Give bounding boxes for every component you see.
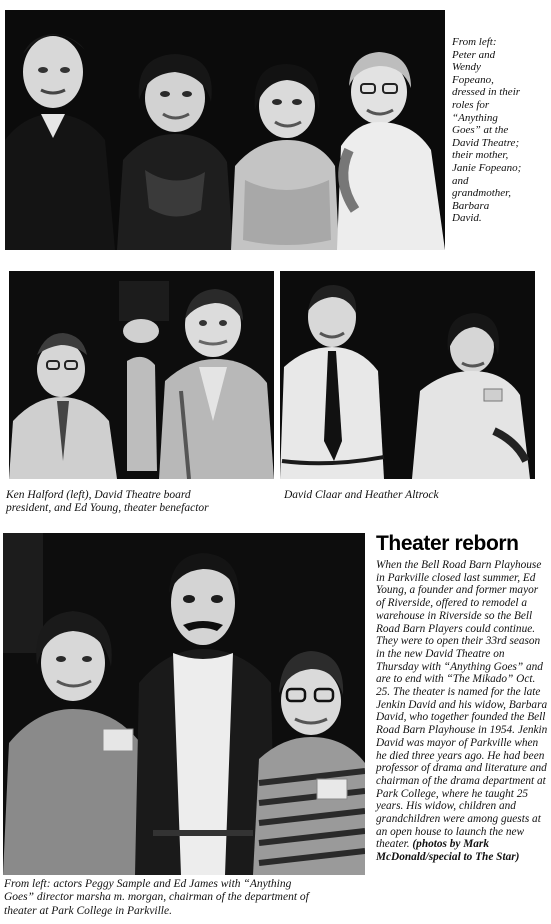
photo-sample-james-morgan (3, 533, 365, 875)
article-body-block (376, 559, 548, 864)
article-headline: Theater reborn (376, 532, 519, 555)
caption-fopeano-family: From left: Peter and Wendy Fopeano, dressed in their roles for “Anything Goes” at the David Theatre; their mother, Janie Fopeano; and grandmother, Barbara David. (452, 36, 522, 225)
photo-halford-young (9, 271, 274, 479)
photo-fopeano-family (5, 10, 445, 250)
caption-claar-altrock: David Claar and Heather Altrock (284, 489, 439, 501)
article-body: When the Bell Road Barn Playhouse in Parkville closed last summer, Ed Young, a founder and former mayor of Riverside, offered to remodel a warehouse in Riverside so the Bell Road Barn Players could continue. They were to open their 33rd season in the new David Theatre on Thursday with “Anything Goes” and are to end with “The Mikado” Oct. 25. The theater is named for the late Jenkin David and his widow, Barbara David, who together founded the Bell Road Barn Playhouse in 1954. Jenkin David was mayor of Parkville when he died three years ago. He had been professor of drama and literature and chairman of the drama department at Park College, where he taught 25 years. His widow, children and grandchildren were among guests at an open house to launch the new theater. (376, 559, 548, 851)
caption-sample-james-morgan: From left: actors Peggy Sample and Ed James with “Anything Goes” director marsha m. morgan, chairman of the department of theater at Park College in Parkville. (4, 878, 309, 917)
photo-credit: (photos by Mark McDonald/special to The Star) (376, 838, 520, 864)
caption-halford-young: Ken Halford (left), David Theatre board president, and Ed Young, theater benefactor (6, 489, 209, 515)
photo-claar-altrock (280, 271, 535, 479)
